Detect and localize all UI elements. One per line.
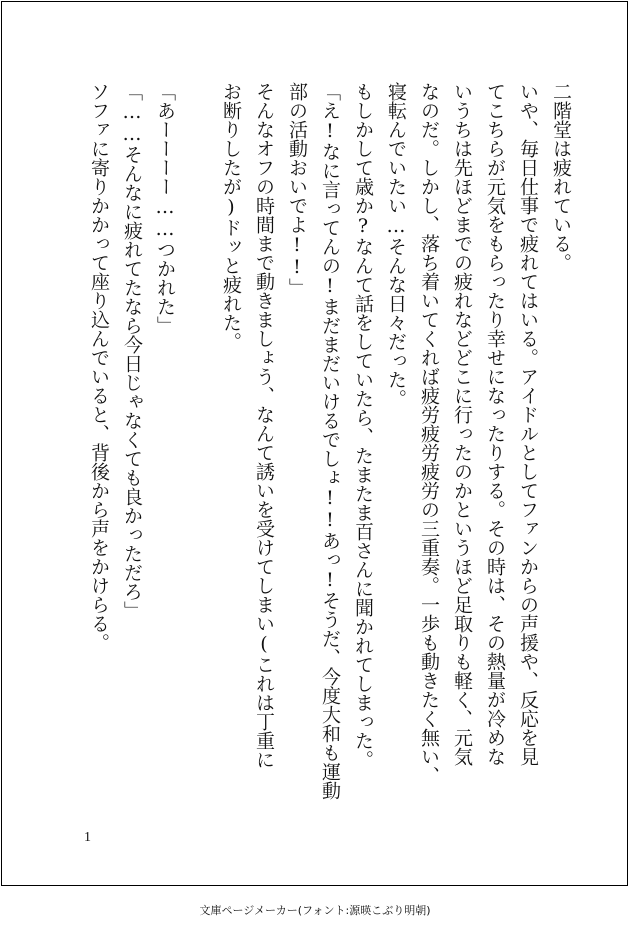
text-line: 「……そんなに疲れてたなら今日じゃなくても良かっただろ」 — [121, 82, 143, 620]
vertical-text-body — [67, 82, 577, 802]
text-line: もしかして歳か?なんて話をしていたら、たまたま百さんに聞かれてしまった。 — [352, 82, 374, 769]
page-frame — [1, 1, 628, 886]
text-line: なのだ。しかし、落ち着いてくれば疲労疲労疲労の三重奏。一歩も動きたく無い、 — [418, 82, 440, 785]
text-line: いや、毎日仕事で疲れてはいる。アイドルとしてファンからの声援や、反応を見 — [517, 82, 539, 766]
footer-credit: 文庫ページメーカー(フォント:源暎こぶり明朝) — [199, 904, 431, 917]
page-number: 1 — [84, 830, 91, 845]
text-line: お断りしたが)ドッと疲れた。 — [220, 82, 242, 351]
text-line: 二階堂は疲れている。 — [550, 82, 572, 272]
text-line: いうちは先ほどまでの疲れなどどこに行ったのかというほど足取りも軽く、元気 — [451, 82, 473, 766]
text-line: 「あーーーー……つかれた」 — [154, 82, 176, 335]
text-line: 部の活動おいでよ!!」 — [286, 82, 308, 297]
text-line: 「え!なに言ってんの!まだまだいけるでしょ!!あっ!そうだ、今度大和も運動 — [319, 82, 341, 800]
text-line: 寝転んでいたい…そんな日々だった。 — [385, 82, 407, 408]
blank-line — [181, 82, 214, 802]
text-line: そんなオフの時間まで動きましょう、なんて誘いを受けてしまい(これは丁重に — [253, 82, 275, 769]
text-line: てこちらが元気をもらったり幸せになったりする。その時は、その熱量が冷めな — [484, 82, 506, 766]
text-line: ソファに寄りかかって座り込んでいると、背後から声をかけらる。 — [88, 82, 110, 652]
